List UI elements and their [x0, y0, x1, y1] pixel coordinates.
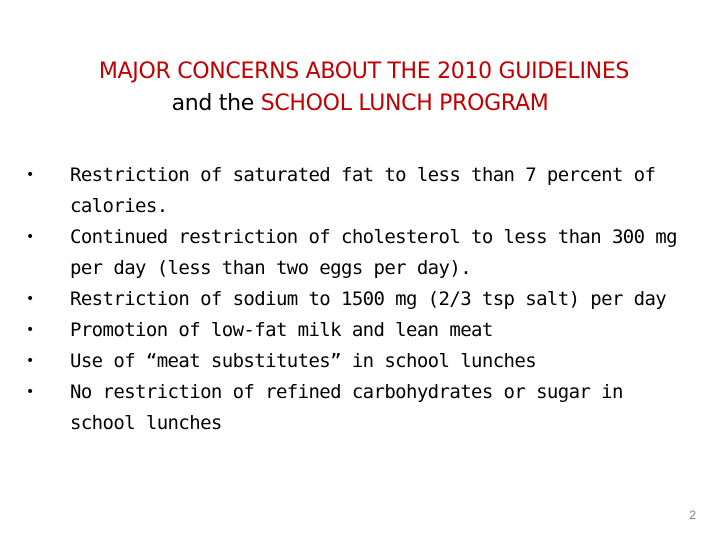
bullet-list — [26, 160, 696, 439]
bullet-text: Restriction of saturated fat to less than 7 percent of calories. — [70, 164, 656, 217]
bullet-text: Use of “meat substitutes” in school lunches — [70, 350, 537, 372]
bullet-dot-icon: • — [26, 384, 34, 400]
bullet-item — [26, 222, 696, 284]
page-number: 2 — [689, 508, 696, 522]
title-line-2-highlight: SCHOOL LUNCH PROGRAM — [260, 91, 549, 116]
title-line-2 — [0, 88, 720, 120]
bullet-text: No restriction of refined carbohydrates or sugar in school lunches — [70, 381, 623, 434]
bullet-dot-icon: • — [26, 167, 34, 183]
title-line-2-prefix: and the — [171, 91, 261, 116]
bullet-dot-icon: • — [26, 353, 34, 369]
bullet-dot-icon: • — [26, 322, 34, 338]
bullet-text: Promotion of low-fat milk and lean meat — [70, 319, 493, 341]
bullet-dot-icon: • — [26, 291, 34, 307]
bullet-dot-icon: • — [26, 229, 34, 245]
slide-title — [0, 56, 720, 120]
bullet-item — [26, 284, 696, 315]
bullet-item — [26, 377, 696, 439]
bullet-item — [26, 315, 696, 346]
bullet-text: Continued restriction of cholesterol to less than 300 mg per day (less than two eggs per day). — [70, 226, 677, 279]
bullet-text: Restriction of sodium to 1500 mg (2/3 tsp salt) per day — [70, 288, 667, 310]
title-line-1: MAJOR CONCERNS ABOUT THE 2010 GUIDELINES — [98, 59, 630, 84]
bullet-item — [26, 160, 696, 222]
bullet-item — [26, 346, 696, 377]
